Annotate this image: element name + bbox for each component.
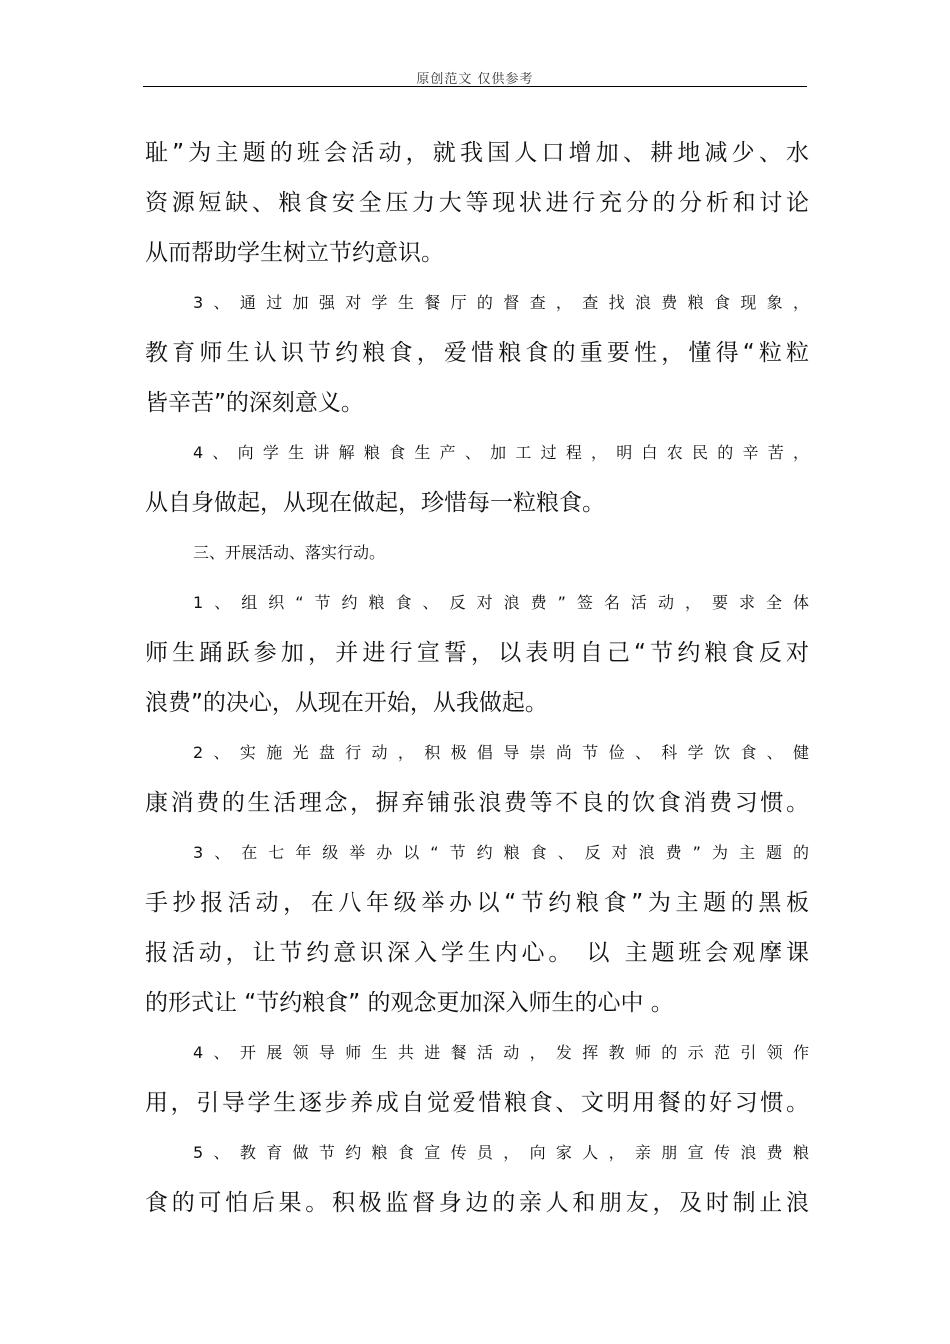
text-line	[145, 1028, 809, 1078]
text-line-content: 3、通过加强对学生餐厅的督查，查找浪费粮食现象，	[193, 293, 809, 312]
text-line-content: 师生踊跃参加，并进行宣誓，以表明自己“节约粮食反对	[145, 640, 809, 666]
text-line	[145, 1078, 809, 1128]
text-line-content: 3、在七年级举办以“节约粮食、反对浪费”为主题的	[193, 843, 809, 862]
text-line-content: 皆辛苦”的深刻意义。	[145, 390, 364, 416]
text-line	[145, 628, 809, 678]
text-line	[145, 478, 809, 528]
text-line	[145, 878, 809, 928]
text-line-content: 三、开展活动、落实行动。	[193, 543, 386, 562]
text-line	[145, 528, 809, 578]
text-line	[145, 378, 809, 428]
text-line	[145, 1178, 809, 1228]
page-header: 原创范文 仅供参考	[416, 72, 534, 87]
text-line	[145, 728, 809, 778]
text-line	[145, 428, 809, 478]
text-line	[145, 678, 809, 728]
text-line-content: 4、向学生讲解粮食生产、加工过程，明白农民的辛苦，	[193, 443, 809, 462]
text-line	[145, 278, 809, 328]
text-line-content: 报活动，让节约意识深入学生内心。 以 主题班会观摩课	[145, 940, 809, 966]
document-body	[145, 128, 809, 1228]
text-line	[145, 928, 809, 978]
text-line	[145, 1128, 809, 1178]
text-line-content: 用，引导学生逐步养成自觉爱惜粮食、文明用餐的好习惯。	[145, 1090, 809, 1116]
text-line-content: 从而帮助学生树立节约意识。	[145, 240, 444, 266]
text-line-content: 教育师生认识节约粮食，爱惜粮食的重要性，懂得“粒粒	[145, 340, 809, 366]
text-line-content: 资源短缺、粮食安全压力大等现状进行充分的分析和讨论	[145, 190, 809, 216]
text-line	[145, 228, 809, 278]
text-line-content: 1、组织“节约粮食、反对浪费”签名活动，要求全体	[193, 593, 809, 612]
text-line	[145, 578, 809, 628]
text-line	[145, 828, 809, 878]
text-line-content: 4、开展领导师生共进餐活动，发挥教师的示范引领作	[193, 1043, 809, 1062]
text-line-content: 康消费的生活理念，摒弃铺张浪费等不良的饮食消费习惯。	[145, 790, 809, 816]
text-line-content: 从自身做起，从现在做起，珍惜每一粒粮食。	[145, 490, 605, 516]
text-line	[145, 978, 809, 1028]
text-line-content: 2、实施光盘行动，积极倡导崇尚节俭、科学饮食、健	[193, 743, 809, 762]
text-line-content: 浪费”的决心，从现在开始，从我做起。	[145, 690, 548, 716]
text-line-content: 5、教育做节约粮食宣传员，向家人，亲朋宣传浪费粮	[193, 1143, 809, 1162]
text-line	[145, 778, 809, 828]
text-line	[145, 328, 809, 378]
text-line-content: 手抄报活动，在八年级举办以“节约粮食”为主题的黑板	[145, 890, 809, 916]
text-line-content: 的形式让 “节约粮食” 的观念更加深入师生的心中 。	[145, 990, 674, 1016]
text-line	[145, 178, 809, 228]
text-line	[145, 128, 809, 178]
header-divider	[143, 86, 807, 87]
text-line-content: 食的可怕后果。积极监督身边的亲人和朋友，及时制止浪	[145, 1190, 809, 1216]
text-line-content: 耻”为主题的班会活动，就我国人口增加、耕地减少、水	[145, 140, 809, 166]
